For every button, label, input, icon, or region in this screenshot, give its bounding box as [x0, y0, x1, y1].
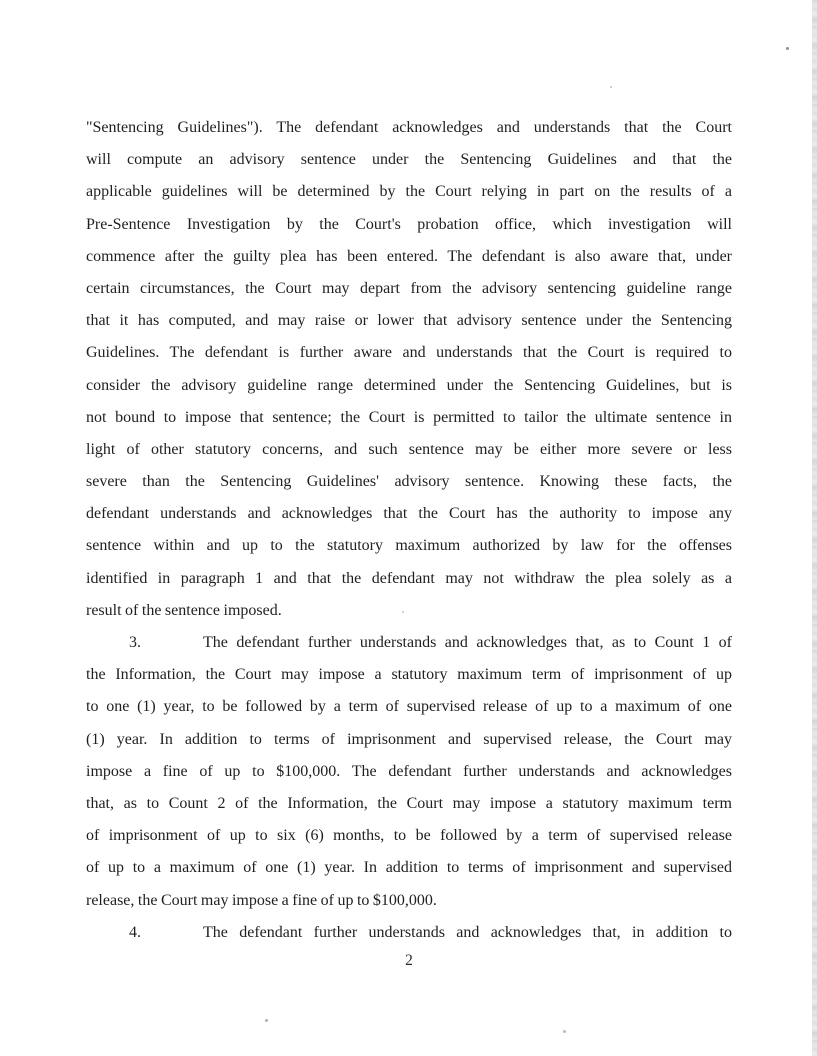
text-line: defendant understands and acknowledges that the Court has the authority to impose any	[86, 505, 732, 523]
scan-edge-artifact	[812, 0, 817, 1056]
scan-speck	[786, 47, 789, 50]
text-line: impose a fine of up to $100,000. The defendant further understands and acknowledges	[86, 762, 732, 780]
body-text	[86, 112, 732, 949]
text-line: light of other statutory concerns, and such sentence may be either more severe or less	[86, 440, 732, 458]
text-line: release, the Court may impose a fine of up to $100,000.	[86, 891, 437, 909]
scan-speck	[402, 611, 404, 613]
text-line: of up to a maximum of one (1) year. In addition to terms of imprisonment and supervised	[86, 859, 732, 877]
text-line: applicable guidelines will be determined by the Court relying in part on the results of a	[86, 183, 732, 201]
text-line: commence after the guilty plea has been entered. The defendant is also aware that, under	[86, 247, 732, 265]
text-line: that, as to Count 2 of the Information, the Court may impose a statutory maximum term	[86, 794, 732, 812]
text-line: 4. The defendant further understands and acknowledges that, in addition to	[86, 917, 732, 949]
text-line: (1) year. In addition to terms of imprisonment and supervised release, the Court may	[86, 730, 732, 748]
paragraph-number: 3.	[129, 634, 141, 651]
text-line: certain circumstances, the Court may depart from the advisory sentencing guideline range	[86, 279, 732, 297]
text-line: identified in paragraph 1 and that the defendant may not withdraw the plea solely as a	[86, 569, 732, 587]
text-line: consider the advisory guideline range determined under the Sentencing Guidelines, but is	[86, 376, 732, 394]
text-line: sentence within and up to the statutory maximum authorized by law for the offenses	[86, 537, 732, 555]
scan-speck	[265, 1019, 268, 1022]
page-number: 2	[405, 952, 413, 969]
text-line: will compute an advisory sentence under the Sentencing Guidelines and that the	[86, 151, 732, 169]
scan-speck	[563, 1030, 566, 1033]
text-line: to one (1) year, to be followed by a term of supervised release of up to a maximum of one	[86, 698, 732, 716]
text-line: that it has computed, and may raise or lower that advisory sentence under the Sentencing	[86, 312, 732, 330]
text-line: Pre-Sentence Investigation by the Court's probation office, which investigation will	[86, 215, 732, 233]
text-line: 3. The defendant further understands and acknowledges that, as to Count 1 of	[86, 627, 732, 659]
text-line: the Information, the Court may impose a statutory maximum term of imprisonment of up	[86, 666, 732, 684]
scan-speck	[610, 86, 612, 88]
text-line: Guidelines. The defendant is further aware and understands that the Court is required to	[86, 344, 732, 362]
text-line: "Sentencing Guidelines"). The defendant acknowledges and understands that the Court	[86, 119, 732, 136]
paragraph-number: 4.	[129, 923, 141, 941]
text-line: severe than the Sentencing Guidelines' advisory sentence. Knowing these facts, the	[86, 473, 732, 491]
text-line: of imprisonment of up to six (6) months, to be followed by a term of supervised release	[86, 827, 732, 845]
text-line: result of the sentence imposed.	[86, 601, 282, 619]
text-line: not bound to impose that sentence; the Court is permitted to tailor the ultimate sentence in	[86, 408, 732, 426]
